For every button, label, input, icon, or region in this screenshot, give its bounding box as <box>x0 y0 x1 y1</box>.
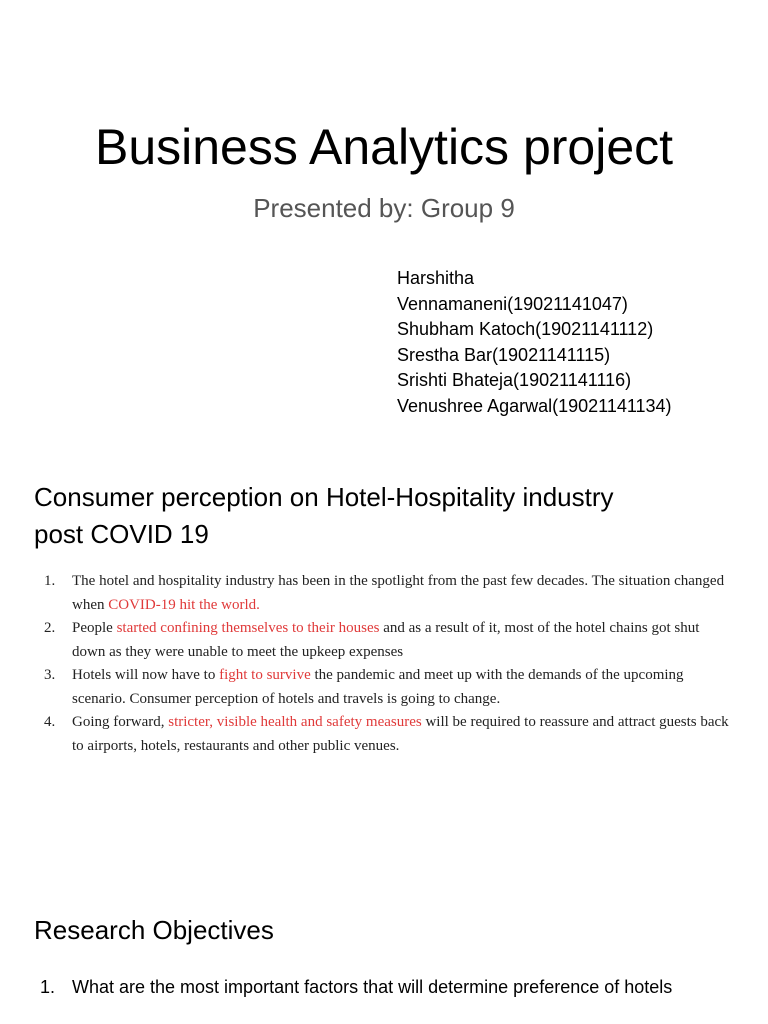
member-item: Venushree Agarwal(19021141134) <box>397 395 672 416</box>
point-highlight: COVID-19 hit the world. <box>108 596 260 613</box>
list-item <box>34 617 734 664</box>
point-text: The hotel and hospitality industry has been in the spotlight from the past few decades. The situation changed when <box>72 573 725 613</box>
point-text-tail: and as a result of it, most of the hotel chains got shut down as they were unable to meet the upkeep expenses <box>72 620 700 660</box>
point-highlight: fight to survive <box>219 667 311 683</box>
list-number: 2. <box>44 620 56 636</box>
covid-points-list <box>34 570 734 758</box>
list-number: 4. <box>44 714 56 730</box>
member-item: Harshitha <box>397 268 475 288</box>
member-item: Shubham Katoch(19021141112) <box>397 319 654 339</box>
research-objectives-list <box>34 973 734 1001</box>
member-item: Vennamaneni(19021141047) <box>397 293 628 314</box>
list-item <box>34 664 734 711</box>
slide-title: Business Analytics project <box>94 119 674 175</box>
point-text-tail: the pandemic and meet up with the demands of the upcoming scenario. Consumer perception of hotels and travels is going to change. <box>72 667 684 707</box>
point-text-tail: will be required to reassure and attract guests back to airports, hotels, restaurants and other public venues. <box>72 714 729 754</box>
list-item <box>34 973 734 1001</box>
heading-line-2: post COVID 19 <box>34 519 209 549</box>
consumer-perception-heading <box>34 479 734 553</box>
research-objectives-heading: Research Objectives <box>34 915 274 945</box>
objective-text: What are the most important factors that will determine preference of hotels <box>72 977 673 997</box>
point-highlight: stricter, visible health and safety measures <box>168 714 422 730</box>
list-number: 3. <box>44 667 56 683</box>
point-text: Hotels will now have to <box>72 667 220 683</box>
group-members-list <box>397 266 672 419</box>
member-item: Srestha Bar(19021141115) <box>397 344 611 365</box>
member-item: Srishti Bhateja(19021141116) <box>397 370 632 390</box>
point-text: People <box>72 620 117 636</box>
list-number: 1. <box>44 573 56 589</box>
list-item <box>34 570 734 617</box>
slide-subtitle: Presented by: Group 9 <box>253 193 515 223</box>
list-item <box>34 711 734 758</box>
list-number: 1. <box>40 977 56 997</box>
point-highlight: started confining themselves to their houses <box>116 620 380 636</box>
heading-line-1: Consumer perception on Hotel-Hospitality industry <box>34 482 614 512</box>
point-text: Going forward, <box>72 714 169 730</box>
